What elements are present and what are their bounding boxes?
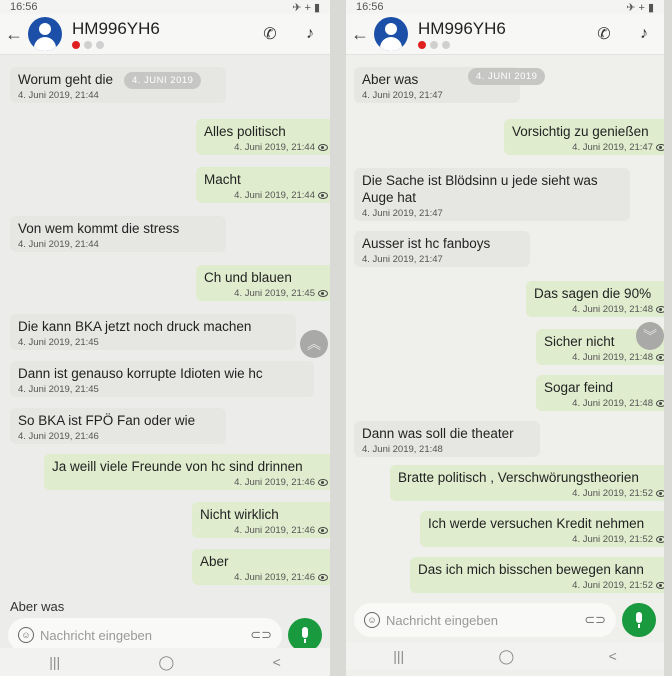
message-text: Ja weill viele Freunde von hc sind drinnen: [52, 459, 303, 474]
message-timestamp: 4. Juni 2019, 21:44: [234, 190, 315, 201]
date-chip: 4. JUNI 2019: [124, 72, 201, 89]
read-receipt-eye-icon: [318, 290, 328, 297]
message-text: Nicht wirklich: [200, 507, 279, 522]
message-meta: [362, 444, 532, 455]
status-dots: [418, 41, 584, 49]
message-text: Ich werde versuchen Kredit nehmen: [428, 516, 645, 531]
read-receipt-eye-icon: [656, 536, 664, 543]
status-dot-icon: [84, 41, 92, 49]
message-timestamp: 4. Juni 2019, 21:44: [18, 90, 99, 101]
message-text: Worum geht die: [18, 72, 114, 87]
outgoing-message[interactable]: [192, 502, 330, 538]
message-text: Alles politisch: [204, 124, 286, 139]
phone-screen-right: [346, 0, 664, 676]
message-text: Vorsichtig zu genießen: [512, 124, 649, 139]
status-icons: ✈ + ▮: [626, 1, 654, 14]
message-input[interactable]: [8, 618, 282, 652]
mic-icon[interactable]: [288, 618, 322, 652]
message-meta: [204, 142, 328, 153]
read-receipt-eye-icon: [318, 192, 328, 199]
contact-info[interactable]: [72, 19, 250, 49]
message-meta: [534, 304, 664, 315]
message-text: Die kann BKA jetzt noch druck machen: [18, 319, 252, 334]
message-timestamp: 4. Juni 2019, 21:45: [18, 384, 99, 395]
avatar[interactable]: [374, 17, 408, 51]
message-text: Aber: [200, 554, 229, 569]
chat-header: [0, 14, 330, 55]
outgoing-message[interactable]: [390, 465, 664, 501]
message-text: Dann ist genauso korrupte Idioten wie hc: [18, 366, 263, 381]
message-timestamp: 4. Juni 2019, 21:47: [572, 142, 653, 153]
message-meta: [18, 431, 218, 442]
scroll-up-button[interactable]: ︽: [300, 330, 328, 358]
read-receipt-eye-icon: [656, 582, 664, 589]
message-meta: [18, 384, 306, 395]
input-placeholder: Nachricht eingeben: [386, 612, 499, 628]
read-receipt-eye-icon: [656, 306, 664, 313]
message-text: Von wem kommt die stress: [18, 221, 180, 236]
message-timestamp: 4. Juni 2019, 21:52: [572, 488, 653, 499]
emoji-icon[interactable]: ☺: [18, 627, 34, 643]
message-timestamp: 4. Juni 2019, 21:45: [18, 337, 99, 348]
message-timestamp: 4. Juni 2019, 21:48: [572, 398, 653, 409]
bell-icon[interactable]: ♪: [306, 25, 314, 42]
message-text: Das ich mich bisschen bewegen kann: [418, 562, 644, 577]
input-placeholder: Nachricht eingeben: [40, 627, 153, 643]
incoming-message[interactable]: [354, 231, 530, 267]
message-input[interactable]: [354, 603, 616, 637]
message-timestamp: 4. Juni 2019, 21:46: [18, 431, 99, 442]
incoming-message[interactable]: [10, 216, 226, 252]
contact-name: HM996YH6: [418, 19, 506, 38]
contact-name: HM996YH6: [72, 19, 160, 38]
avatar[interactable]: [28, 17, 62, 51]
message-timestamp: 4. Juni 2019, 21:48: [572, 304, 653, 315]
chat-header: [346, 14, 664, 55]
back-nav-icon[interactable]: <: [272, 654, 281, 670]
bell-icon[interactable]: ♪: [640, 25, 648, 42]
status-dot-icon: [96, 41, 104, 49]
message-timestamp: 4. Juni 2019, 21:44: [234, 142, 315, 153]
message-text: Ch und blauen: [204, 270, 292, 285]
read-receipt-eye-icon: [656, 400, 664, 407]
message-timestamp: 4. Juni 2019, 21:48: [362, 444, 443, 455]
back-arrow-icon[interactable]: ←: [5, 23, 23, 44]
read-receipt-eye-icon: [656, 490, 664, 497]
outgoing-message[interactable]: [192, 549, 330, 585]
read-receipt-eye-icon: [318, 479, 328, 486]
recent-apps-icon[interactable]: |||: [393, 648, 405, 664]
message-text: Bratte politisch , Verschwörungstheorien: [398, 470, 639, 485]
phone-screen-left: [0, 0, 330, 676]
read-receipt-eye-icon: [318, 527, 328, 534]
message-meta: [398, 488, 664, 499]
message-meta: [200, 572, 328, 583]
status-bar: [0, 0, 330, 14]
message-meta: [362, 90, 512, 101]
back-arrow-icon[interactable]: ←: [351, 23, 369, 44]
message-text: Sicher nicht: [544, 334, 615, 349]
paperclip-icon[interactable]: ⊂⊃: [250, 627, 272, 642]
message-meta: [418, 580, 664, 591]
message-timestamp: 4. Juni 2019, 21:46: [234, 477, 315, 488]
outgoing-message[interactable]: [420, 511, 664, 547]
message-meta: [52, 477, 328, 488]
message-timestamp: 4. Juni 2019, 21:45: [234, 288, 315, 299]
message-timestamp: 4. Juni 2019, 21:52: [572, 534, 653, 545]
message-text: So BKA ist FPÖ Fan oder wie: [18, 413, 196, 428]
message-timestamp: 4. Juni 2019, 21:46: [234, 572, 315, 583]
message-meta: [544, 398, 664, 409]
system-nav-bar: [346, 642, 664, 670]
message-text: Die Sache ist Blödsinn u jede sieht was Auge hat: [362, 173, 598, 205]
read-receipt-eye-icon: [318, 144, 328, 151]
paperclip-icon[interactable]: ⊂⊃: [584, 612, 606, 627]
outgoing-message[interactable]: [44, 454, 330, 490]
message-text: Dann was soll die theater: [362, 426, 514, 441]
outgoing-message[interactable]: [196, 265, 330, 301]
message-timestamp: 4. Juni 2019, 21:47: [362, 208, 443, 219]
read-receipt-eye-icon: [656, 354, 664, 361]
status-dot-icon: [418, 41, 426, 49]
status-time: 16:56: [356, 1, 384, 13]
status-icons: ✈ + ▮: [292, 1, 320, 14]
message-meta: [428, 534, 664, 545]
system-nav-bar: [0, 648, 330, 676]
message-timestamp: 4. Juni 2019, 21:44: [18, 239, 99, 250]
status-dot-icon: [72, 41, 80, 49]
message-meta: [200, 525, 328, 536]
message-meta: [18, 239, 218, 250]
recent-apps-icon[interactable]: |||: [49, 654, 61, 670]
message-text: Das sagen die 90%: [534, 286, 652, 301]
message-text: Aber was: [362, 72, 419, 87]
message-timestamp: 4. Juni 2019, 21:46: [234, 525, 315, 536]
incoming-message[interactable]: [354, 421, 540, 457]
read-receipt-eye-icon: [656, 144, 664, 151]
phone-icon[interactable]: ✆: [263, 26, 277, 43]
incoming-message[interactable]: [10, 314, 296, 350]
message-text: Sogar feind: [544, 380, 614, 395]
incoming-message[interactable]: [10, 408, 226, 444]
outgoing-message[interactable]: [410, 557, 664, 593]
message-text: Macht: [204, 172, 241, 187]
home-icon[interactable]: ◯: [158, 653, 175, 670]
contact-info[interactable]: [418, 19, 584, 49]
status-dots: [72, 41, 250, 49]
message-meta: [362, 208, 622, 219]
message-meta: [512, 142, 664, 153]
message-timestamp: 4. Juni 2019, 21:48: [572, 352, 653, 363]
home-icon[interactable]: ◯: [498, 647, 515, 664]
message-timestamp: 4. Juni 2019, 21:52: [572, 580, 653, 591]
status-dot-icon: [442, 41, 450, 49]
status-bar: [346, 0, 664, 14]
message-text: Ausser ist hc fanboys: [362, 236, 491, 251]
message-timestamp: 4. Juni 2019, 21:47: [362, 90, 443, 101]
outgoing-message[interactable]: [536, 375, 664, 411]
read-receipt-eye-icon: [318, 574, 328, 581]
compose-bar: [354, 602, 656, 638]
outgoing-message[interactable]: [196, 119, 330, 155]
scroll-down-button[interactable]: ︾: [636, 322, 664, 350]
message-meta: [18, 90, 218, 101]
outgoing-message[interactable]: [526, 281, 664, 317]
incoming-message[interactable]: [354, 168, 630, 221]
status-time: 16:56: [10, 1, 38, 13]
draft-text: Aber was: [10, 599, 65, 614]
status-dot-icon: [430, 41, 438, 49]
outgoing-message[interactable]: [504, 119, 664, 155]
message-meta: [362, 254, 522, 265]
message-timestamp: 4. Juni 2019, 21:47: [362, 254, 443, 265]
message-meta: [204, 288, 328, 299]
back-nav-icon[interactable]: <: [608, 648, 617, 664]
emoji-icon[interactable]: ☺: [364, 612, 380, 628]
message-meta: [204, 190, 328, 201]
message-meta: [544, 352, 664, 363]
date-chip: 4. JUNI 2019: [468, 68, 545, 85]
incoming-message[interactable]: [10, 361, 314, 397]
outgoing-message[interactable]: [196, 167, 330, 203]
phone-icon[interactable]: ✆: [597, 26, 611, 43]
mic-icon[interactable]: [622, 603, 656, 637]
message-meta: [18, 337, 288, 348]
